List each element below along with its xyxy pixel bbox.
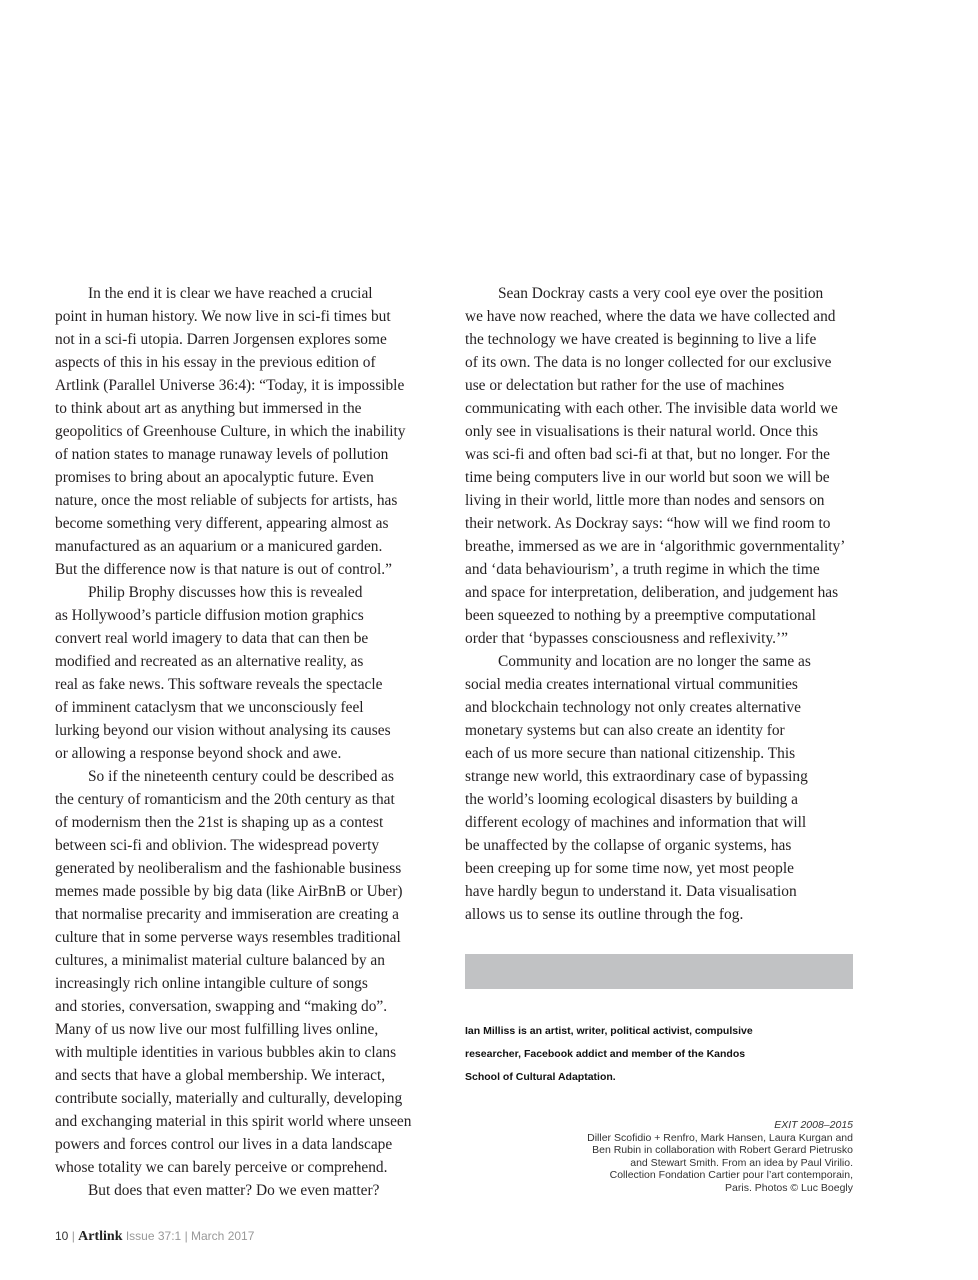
text-line: and space for interpretation, deliberation, and judgement has xyxy=(465,584,839,601)
text-line: In the end it is clear we have reached a crucial xyxy=(88,285,373,302)
text-line: of its own. The data is no longer collected for our exclusive xyxy=(465,354,832,371)
text-line: be unaffected by the collapse of organic systems, has xyxy=(465,837,792,854)
image-caption xyxy=(587,1119,853,1195)
text-line: point in human history. We now live in sci-fi times but xyxy=(55,308,391,325)
text-line: contribute socially, materially and culturally, developing xyxy=(55,1090,403,1107)
text-line: as Hollywood’s particle diffusion motion graphics xyxy=(55,607,364,624)
caption-line: Ben Rubin in collaboration with Robert Gerard Pietrusko xyxy=(592,1144,853,1157)
paragraph xyxy=(55,282,425,581)
text-line: order that ‘bypasses consciousness and reflexivity.’” xyxy=(465,630,788,647)
paragraph xyxy=(55,765,425,1179)
text-line: with multiple identities in various bubbles akin to clans xyxy=(55,1044,397,1061)
text-line: aspects of this in his essay in the previous edition of xyxy=(55,354,376,371)
text-line: of modernism then the 21st is shaping up as a contest xyxy=(55,814,384,831)
page-number: 10 xyxy=(55,1229,69,1243)
text-line: real as fake news. This software reveals the spectacle xyxy=(55,676,383,693)
text-line: use or delectation but rather for the use of machines xyxy=(465,377,785,394)
text-line: powers and forces control our lives in a data landscape xyxy=(55,1136,393,1153)
caption-line: Diller Scofidio + Renfro, Mark Hansen, Laura Kurgan and xyxy=(587,1131,853,1144)
text-line: generated by neoliberalism and the fashionable business xyxy=(55,860,402,877)
text-line: and exchanging material in this spirit world where unseen xyxy=(55,1113,412,1130)
text-line: communicating with each other. The invisible data world we xyxy=(465,400,838,417)
text-line: not in a sci-fi utopia. Darren Jorgensen explores some xyxy=(55,331,387,348)
caption-title: EXIT 2008–2015 xyxy=(774,1119,853,1131)
text-line: time being computers live in our world but soon we will be xyxy=(465,469,830,486)
divider-bar xyxy=(465,954,853,989)
text-line: promises to bring about an apocalyptic future. Even xyxy=(55,469,374,486)
text-line: breathe, immersed as we are in ‘algorithmic governmentality’ xyxy=(465,538,846,555)
text-line: convert real world imagery to data that can then be xyxy=(55,630,369,647)
article-right-column xyxy=(465,282,855,926)
text-line: Community and location are no longer the same as xyxy=(498,653,811,670)
text-line: But the difference now is that nature is out of control.” xyxy=(55,561,392,578)
text-line: So if the nineteenth century could be described as xyxy=(88,768,395,785)
text-line: modified and recreated as an alternative reality, as xyxy=(55,653,364,670)
text-line: Sean Dockray casts a very cool eye over the position xyxy=(498,285,824,302)
text-line: have hardly begun to understand it. Data visualisation xyxy=(465,883,797,900)
text-line: or allowing a response beyond shock and awe. xyxy=(55,745,342,762)
text-line: allows us to sense its outline through the fog. xyxy=(465,906,744,923)
text-line: and sects that have a global membership. We interact, xyxy=(55,1067,386,1084)
caption-line: Paris. Photos © Luc Boegly xyxy=(725,1181,853,1194)
text-line: Philip Brophy discusses how this is revealed xyxy=(88,584,363,601)
text-line: But does that even matter? Do we even matter? xyxy=(88,1182,380,1199)
text-line: and blockchain technology not only creates alternative xyxy=(465,699,801,716)
text-line: been squeezed to nothing by a preemptive computational xyxy=(465,607,816,624)
text-line: whose totality we can barely perceive or comprehend. xyxy=(55,1159,388,1176)
text-line: each of us more secure than national citizenship. This xyxy=(465,745,796,762)
text-line: manufactured as an aquarium or a manicured garden. xyxy=(55,538,383,555)
text-line: between sci-fi and oblivion. The widespread poverty xyxy=(55,837,380,854)
text-line: we have now reached, where the data we have collected and xyxy=(465,308,836,325)
text-line: culture that in some perverse ways resembles traditional xyxy=(55,929,401,946)
text-line: Artlink (Parallel Universe 36:4): “Today, it is impossible xyxy=(55,377,405,394)
text-line: Many of us now live our most fulfilling lives online, xyxy=(55,1021,379,1038)
paragraph xyxy=(55,581,425,765)
paragraph xyxy=(465,650,855,926)
paragraph xyxy=(55,1179,425,1202)
text-line: only see in visualisations is their natural world. Once this xyxy=(465,423,819,440)
publication-name: Artlink xyxy=(78,1229,123,1244)
text-line: their network. As Dockray says: “how will we find room to xyxy=(465,515,831,532)
paragraph xyxy=(465,282,855,650)
text-line: was sci-fi and often bad sci-fi at that, but no longer. For the xyxy=(465,446,831,463)
text-line: been creeping up for some time now, yet most people xyxy=(465,860,794,877)
issue-number: Issue 37:1 xyxy=(125,1229,182,1243)
bio-line: researcher, Facebook addict and member of the Kandos xyxy=(465,1048,746,1060)
page-footer: 10 | Artlink Issue 37:1 | March 2017 xyxy=(55,1229,255,1244)
text-line: strange new world, this extraordinary case of bypassing xyxy=(465,768,808,785)
caption-line: Collection Fondation Cartier pour l’art contemporain, xyxy=(609,1169,853,1182)
text-line: cultures, a minimalist material culture balanced by an xyxy=(55,952,385,969)
issue-date: March 2017 xyxy=(191,1229,255,1243)
text-line: social media creates international virtual communities xyxy=(465,676,798,693)
text-line: increasingly rich online intangible culture of songs xyxy=(55,975,368,992)
text-line: to think about art as anything but immersed in the xyxy=(55,400,362,417)
text-line: the century of romanticism and the 20th century as that xyxy=(55,791,395,808)
text-line: of imminent cataclysm that we unconsciously feel xyxy=(55,699,364,716)
text-line: geopolitics of Greenhouse Culture, in which the inability xyxy=(55,423,406,440)
text-line: lurking beyond our vision without analysing its causes xyxy=(55,722,391,739)
text-line: become something very different, appearing almost as xyxy=(55,515,389,532)
text-line: nature, once the most reliable of subjects for artists, has xyxy=(55,492,398,509)
text-line: living in their world, little more than nodes and sensors on xyxy=(465,492,825,509)
text-line: memes made possible by big data (like AirBnB or Uber) xyxy=(55,883,403,900)
text-line: monetary systems but can also create an identity for xyxy=(465,722,785,739)
text-line: that normalise precarity and immiseration are creating a xyxy=(55,906,400,923)
bio-line: School of Cultural Adaptation. xyxy=(465,1071,616,1083)
text-line: the world’s looming ecological disasters by building a xyxy=(465,791,798,808)
text-line: different ecology of machines and information that will xyxy=(465,814,807,831)
text-line: and stories, conversation, swapping and “making do”. xyxy=(55,998,388,1015)
bio-line: Ian Milliss is an artist, writer, political activist, compulsive xyxy=(465,1025,753,1037)
text-line: the technology we have created is beginning to live a life xyxy=(465,331,817,348)
author-bio xyxy=(465,1020,855,1089)
text-line: of nation states to manage runaway levels of pollution xyxy=(55,446,389,463)
text-line: and ‘data behaviourism’, a truth regime in which the time xyxy=(465,561,820,578)
caption-line: and Stewart Smith. From an idea by Paul Virilio. xyxy=(630,1156,853,1169)
article-left-column xyxy=(55,282,425,1202)
